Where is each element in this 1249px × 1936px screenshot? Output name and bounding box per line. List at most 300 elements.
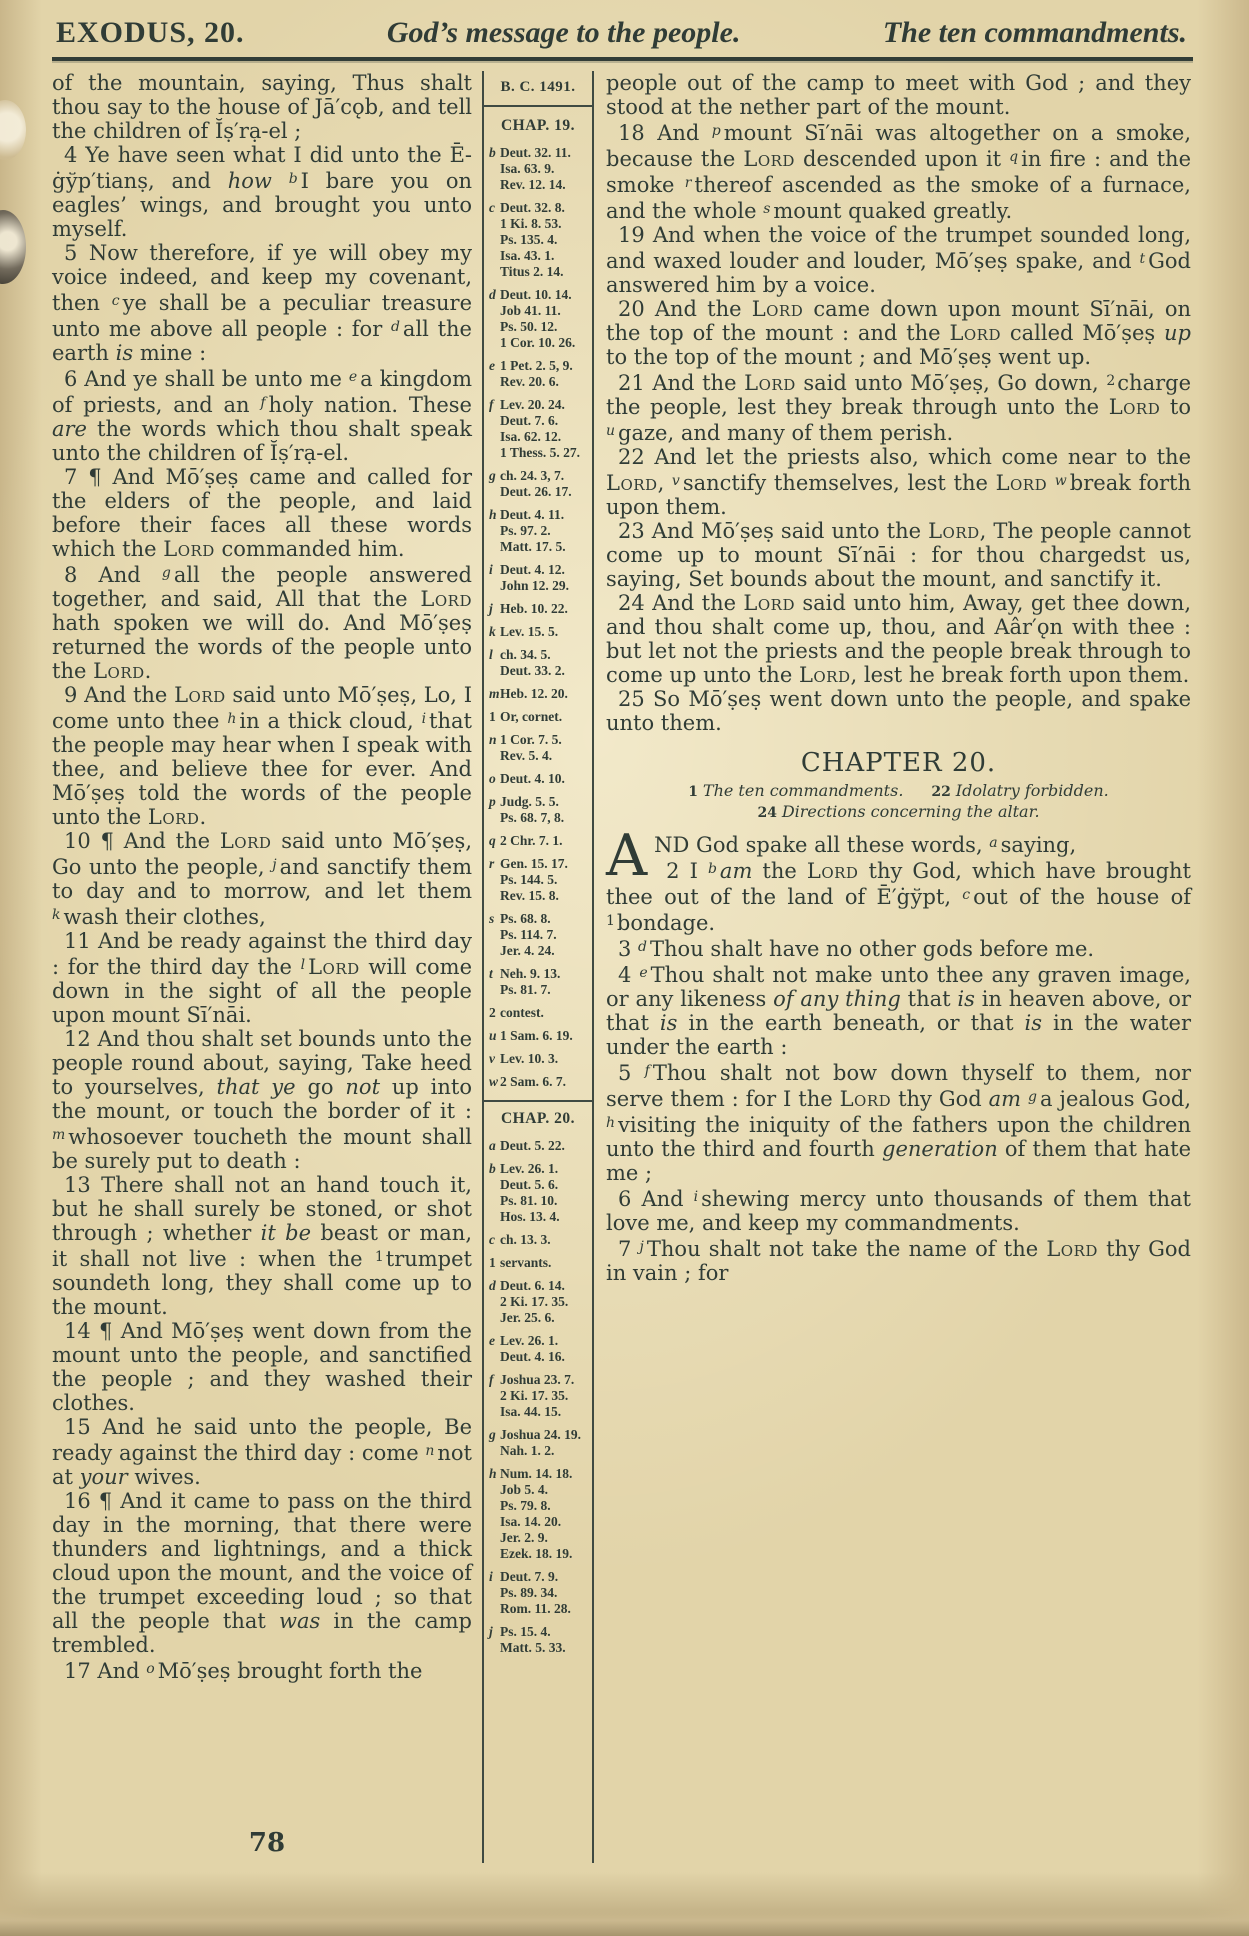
crossref-marker: c (111, 293, 120, 309)
ref-lines (500, 1051, 558, 1067)
ref-line: Titus 2. 14. (500, 264, 564, 279)
text-run: that (900, 987, 958, 1011)
text-run: will come down in the sight of all the people upon mount Sī′nāi. (52, 955, 472, 1027)
ref-line: 1 Sam. 6. 19. (500, 1028, 573, 1043)
crossref-marker: h (606, 1115, 616, 1131)
text-run: said unto him, Away, get thee down, and thou shalt come up, thou, and Aâr′ǫn with thee : but let not the priests and the people break through to come up unto the (606, 591, 1191, 687)
chap-label: CHAP. 20. (500, 1110, 576, 1127)
italic-text: is (957, 987, 975, 1011)
ref-line: Deut. 5. 22. (500, 1138, 565, 1153)
ref-entry (489, 1278, 587, 1326)
lord-smallcaps: Lord (1046, 1237, 1098, 1261)
crossref-marker: w (1054, 473, 1067, 489)
text-run: . (144, 659, 152, 683)
text-run: 2 I (666, 859, 708, 883)
text-run: said unto Mō′ṣeṣ, Go unto the people, (52, 829, 473, 879)
ref-line: 2 Sam. 6. 7. (500, 1074, 567, 1089)
text-run: whosoever toucheth the mount shall be surely put to death : (52, 1125, 472, 1173)
ref-lines (500, 1005, 544, 1021)
text-run: 10 ¶ And the (64, 829, 220, 853)
ref-line: Deut. 4. 16. (500, 1349, 565, 1364)
lord-smallcaps: Lord (949, 321, 1002, 345)
ref-lines (500, 1232, 551, 1248)
ref-line: Ps. 135. 4. (500, 232, 558, 247)
ref-line: Ps. 97. 2. (500, 523, 551, 538)
ref-entry (489, 397, 587, 461)
binding-artifact-icon (0, 100, 26, 160)
ref-lines (500, 1466, 572, 1562)
ref-line: Isa. 14. 20. (500, 1514, 562, 1529)
ref-entry (489, 1161, 587, 1225)
ref-lines (500, 507, 566, 555)
verse-paragraph (52, 241, 472, 365)
ref-line: Nah. 1. 2. (500, 1443, 555, 1458)
ref-entry (489, 1232, 587, 1248)
text-run: to (1160, 395, 1191, 419)
verse-paragraph (52, 1027, 472, 1173)
italic-text: The ten commandments. (702, 781, 904, 800)
verse-paragraph (52, 1173, 472, 1319)
ref-line: 1 Cor. 10. 26. (500, 335, 576, 350)
ref-line: Heb. 10. 22. (500, 601, 568, 616)
text-run: and sanctify them to day and to morrow, and let them (52, 855, 472, 903)
verse-paragraph (52, 829, 472, 929)
text-run (1021, 1087, 1028, 1111)
era-rule (484, 105, 592, 107)
lord-smallcaps: Lord (743, 147, 795, 171)
text-run: up into the mount, or touch the border of it : (52, 1075, 473, 1123)
chapter-heading: CHAPTER 20. (800, 748, 997, 778)
ref-marker: c (489, 200, 495, 215)
ref-marker: a (489, 1138, 496, 1153)
ref-marker: b (489, 1161, 496, 1176)
italic-text: of any thing (773, 987, 901, 1011)
ref-marker: n (489, 732, 497, 747)
verse-paragraph (52, 1415, 472, 1489)
ref-line: 1 Thess. 5. 27. (500, 445, 581, 460)
summary-line (606, 802, 1191, 823)
ref-lines (500, 911, 557, 959)
ref-line: Ps. 68. 8. (500, 911, 551, 926)
ref-line: Joshua 24. 19. (500, 1427, 582, 1442)
ref-marker: t (489, 966, 493, 981)
lord-smallcaps: Lord (798, 663, 851, 687)
header-right-summary: The ten commandments. (882, 16, 1187, 49)
text-run: break forth upon them. (606, 471, 1192, 519)
page-edge-shadow (0, 1910, 1249, 1936)
ref-entry (489, 1427, 587, 1459)
text-run: Mō′ṣeṣ brought forth the (157, 1659, 423, 1683)
ref-entry (489, 1051, 587, 1067)
ref-line: Deut. 5. 6. (500, 1177, 559, 1192)
text-run: 5 (618, 1061, 645, 1085)
ref-line: contest. (500, 1005, 544, 1020)
verse-paragraph (52, 1489, 472, 1657)
ref-marker: v (489, 1051, 495, 1066)
text-run: God answered him by a voice. (606, 249, 1191, 297)
ref-lines (500, 562, 569, 594)
italic-text: Directions concerning the altar. (781, 802, 1040, 821)
ref-line: Joshua 23. 7. (500, 1372, 575, 1387)
summary-number: 1 (688, 784, 703, 800)
crossref-marker: d (638, 939, 648, 955)
italic-text: how (227, 169, 289, 193)
text-run: 5 Now therefore, if ye will obey my voice indeed, and keep my covenant, then (52, 241, 472, 315)
ref-marker: l (489, 647, 493, 662)
ref-marker: j (489, 1624, 493, 1639)
ref-line: Rev. 15. 8. (500, 888, 559, 903)
verse-paragraph (52, 465, 472, 561)
text-run: ND God spake all these words, (654, 833, 990, 857)
text-run: Thou shalt not take the name of the (646, 1237, 1047, 1261)
lord-smallcaps: Lord (163, 537, 215, 561)
ref-entry (489, 287, 587, 351)
ref-marker: q (489, 833, 496, 848)
ref-marker: d (489, 287, 496, 302)
text-run: 14 ¶ And Mō′ṣeṣ went down from the mount unto the people, and sanctified the people ; and they washed their clothes. (52, 1319, 472, 1415)
italic-text: not (345, 1075, 381, 1099)
ref-line: 1 Cor. 7. 5. (500, 732, 562, 747)
crossref-marker: s (763, 201, 771, 217)
ref-entry (489, 647, 587, 679)
era-date-label: B. C. 1491. (500, 79, 576, 95)
chap-label: CHAP. 19. (500, 117, 576, 134)
text-run: all the people answered together, and said, All that the (52, 563, 472, 611)
ref-line: John 12. 29. (500, 578, 570, 593)
ref-lines (500, 287, 575, 351)
text-run: 6 And (618, 1187, 694, 1211)
lord-smallcaps: Lord (147, 805, 200, 829)
ref-entry (489, 1569, 587, 1617)
ref-line: Deut. 33. 2. (500, 663, 565, 678)
right-text-column (594, 71, 1191, 1863)
ref-entry (489, 562, 587, 594)
ref-entry (489, 1138, 587, 1154)
summary-number: 22 (931, 784, 956, 800)
note-number: 1 (374, 1249, 384, 1265)
crossref-column (482, 71, 594, 1863)
ref-entry (489, 1466, 587, 1562)
ref-lines (500, 1028, 573, 1044)
text-run: wash their clothes, (63, 905, 266, 929)
ref-entry (489, 686, 587, 702)
page-number: 78 (248, 1828, 286, 1858)
ref-line: Deut. 7. 6. (500, 413, 559, 428)
ref-line: Ps. 50. 12. (500, 319, 558, 334)
lord-smallcaps: Lord (1108, 395, 1161, 419)
text-run: the words which thou shalt speak unto the children of Ĭṣ′rạ-el. (52, 417, 472, 465)
ref-line: 2 Ki. 17. 35. (500, 1388, 569, 1403)
text-run: saying, (1000, 833, 1077, 857)
binding-artifact-icon (0, 210, 26, 284)
ref-line: 1 Ki. 8. 53. (500, 216, 562, 231)
ref-line: Isa. 44. 15. (500, 1404, 562, 1419)
crossref-marker: p (711, 123, 721, 139)
ref-line: 2 Ki. 17. 35. (500, 1294, 569, 1309)
italic-text: is (1024, 1011, 1042, 1035)
verse-paragraph (52, 561, 472, 683)
verse-paragraph (606, 519, 1191, 591)
ref-line: Rev. 20. 6. (500, 374, 559, 389)
lord-smallcaps: Lord (751, 297, 804, 321)
ref-entry (489, 833, 587, 849)
summary-number: 24 (757, 805, 782, 821)
text-run: in fire : and the smoke (606, 147, 1192, 197)
italic-text: is (659, 1011, 678, 1035)
ref-marker: r (489, 856, 495, 871)
crossref-marker: i (421, 711, 427, 727)
text-run: not at (52, 1441, 472, 1489)
ref-lines (500, 1161, 560, 1225)
ref-line: Gen. 15. 17. (500, 856, 568, 871)
text-run: visiting the iniquity of the fathers upon the children unto the third and fourth (606, 1113, 1191, 1161)
text-run: gaze, and many of them perish. (618, 421, 954, 445)
ref-line: Neh. 9. 13. (500, 966, 561, 981)
text-run: 17 And (64, 1659, 147, 1683)
text-run: people out of the camp to meet with God ; and they stood at the nether part of the mount. (606, 71, 1191, 119)
ref-marker: s (489, 911, 495, 926)
lord-smallcaps: Lord (174, 683, 226, 707)
ref-line: Deut. 6. 14. (500, 1278, 565, 1293)
verse-paragraph (606, 119, 1191, 223)
text-run: 4 (618, 963, 640, 987)
ref-entry (489, 624, 587, 640)
verse-paragraph (606, 1059, 1191, 1185)
ref-line: Lev. 26. 1. (500, 1161, 559, 1176)
ref-marker: b (489, 145, 496, 160)
lord-smallcaps: Lord (606, 471, 658, 495)
ref-entry (489, 732, 587, 764)
italic-text: it be (260, 1221, 312, 1245)
ref-line: Rev. 5. 4. (500, 748, 553, 763)
ref-entry (489, 1333, 587, 1365)
ref-line: Jer. 4. 24. (500, 943, 555, 958)
crossref-marker: i (693, 1189, 699, 1205)
text-run: of them that hate me ; (606, 1137, 1191, 1185)
ref-line: Rom. 11. 28. (500, 1601, 571, 1616)
text-run: 9 And the (64, 683, 175, 707)
ref-line: Lev. 26. 1. (500, 1333, 559, 1348)
ref-line: Matt. 5. 33. (500, 1640, 566, 1655)
ref-entry (489, 507, 587, 555)
ref-entry (489, 200, 587, 280)
ref-line: Deut. 26. 17. (500, 484, 572, 499)
crossref-marker: g (161, 565, 171, 581)
text-run: holy nation. These (268, 393, 472, 417)
text-run: came down upon mount Sī′nāi, on the top of the mount : and the (606, 297, 1191, 345)
running-header (56, 16, 1187, 50)
text-run: mount Sī′nāi was altogether on a smoke, because the (606, 121, 1191, 171)
crossref-marker: c (962, 887, 971, 903)
text-run: 19 And when the voice of the trumpet sounded long, and waxed louder and louder, Mō′ṣeṣ spake, and (606, 223, 1191, 273)
ref-marker: 1 (489, 709, 496, 724)
lord-smallcaps: Lord (744, 371, 796, 395)
text-run: . (199, 805, 207, 829)
ref-lines (500, 1427, 581, 1459)
ref-lines (500, 145, 571, 193)
ref-entry (489, 1372, 587, 1420)
text-run: I bare you on eagles’ wings, and brought you unto myself. (52, 169, 472, 241)
text-run: 3 (618, 937, 639, 961)
ref-lines (500, 1569, 571, 1617)
note-number: 2 (1106, 373, 1116, 389)
verse-paragraph (606, 223, 1191, 297)
ref-entry (489, 966, 587, 998)
verse-paragraph (606, 1235, 1191, 1285)
text-run: , lest he break forth upon them. (850, 663, 1190, 687)
ref-line: Lev. 10. 3. (500, 1051, 559, 1066)
text-run: trumpet soundeth long, they shall come up to the mount. (52, 1247, 472, 1319)
text-run: sanctify themselves, lest the (682, 471, 996, 495)
italic-text: is (115, 341, 134, 365)
text-run: mount quaked greatly. (773, 199, 1013, 223)
text-run: Thou shalt not bow down thyself to them, nor serve them : for I the (606, 1061, 1191, 1111)
ref-line: Heb. 12. 20. (500, 686, 568, 701)
ref-line: Isa. 63. 9. (500, 161, 555, 176)
text-run: in the camp trembled. (52, 1609, 472, 1657)
ref-line: 2 Chr. 7. 1. (500, 833, 563, 848)
ref-entry (489, 1074, 587, 1090)
ref-line: Isa. 62. 12. (500, 429, 562, 444)
ref-marker: d (489, 1278, 496, 1293)
ref-marker: w (489, 1074, 499, 1089)
ref-line: Deut. 7. 9. (500, 1569, 559, 1584)
text-run: out of the house of (973, 885, 1191, 909)
ref-marker: p (489, 794, 496, 809)
text-run: 25 So Mō′ṣeṣ went down unto the people, and spake unto them. (606, 687, 1191, 735)
ref-line: Ezek. 18. 19. (500, 1546, 573, 1561)
ref-line: ch. 34. 5. (500, 647, 551, 662)
ref-line: Lev. 20. 24. (500, 397, 565, 412)
text-run: 22 And let the priests also, which come near to the (618, 445, 1191, 469)
verse-paragraph (606, 857, 1191, 935)
verse-paragraph (52, 71, 472, 143)
ref-line: Ps. 15. 4. (500, 1624, 551, 1639)
crossref-marker: r (684, 175, 692, 191)
text-run: 4 Ye have seen what I did unto the Ē-ġўp′tianṣ, and (52, 143, 472, 193)
ref-entry (489, 145, 587, 193)
text-run (1047, 471, 1055, 495)
verse-paragraph (52, 1319, 472, 1415)
ref-entry (489, 911, 587, 959)
ref-entry (489, 468, 587, 500)
crossref-marker: k (52, 907, 61, 923)
text-run: descended upon it (794, 147, 1010, 171)
verse-paragraph (606, 961, 1191, 1059)
lord-smallcaps: Lord (219, 829, 272, 853)
verse-paragraph (606, 71, 1191, 119)
verse-paragraph (606, 297, 1191, 369)
ref-marker: h (489, 1466, 497, 1481)
ref-lines (500, 1255, 551, 1271)
crossref-marker: e (639, 965, 648, 981)
summary-line (606, 781, 1191, 802)
ref-lines (500, 647, 565, 679)
lord-smallcaps: Lord (928, 519, 980, 543)
ref-line: Ps. 144. 5. (500, 872, 558, 887)
text-run: ye shall be a peculiar treasure unto me above all people : for (52, 291, 473, 341)
ref-marker: o (489, 771, 496, 786)
italic-text: Idolatry forbidden. (955, 781, 1109, 800)
ref-marker: j (489, 601, 493, 616)
ref-lines (500, 794, 564, 826)
text-run: in a thick cloud, (239, 709, 422, 733)
ref-line: Deut. 32. 8. (500, 200, 565, 215)
verse-paragraph (606, 687, 1191, 735)
ref-entry (489, 1005, 587, 1021)
ref-lines (500, 468, 572, 500)
ref-lines (500, 686, 568, 702)
text-run: 8 And (64, 563, 162, 587)
text-run: in the earth beneath, or that (677, 1011, 1025, 1035)
text-run: shewing mercy unto thousands of them that love me, and keep my commandments. (606, 1187, 1191, 1235)
verse-paragraph (52, 365, 472, 465)
ref-line: Lev. 15. 5. (500, 624, 559, 639)
drop-cap: A (606, 823, 648, 889)
ref-marker: 2 (489, 1005, 496, 1020)
ref-line: Deut. 32. 11. (500, 145, 571, 160)
ref-line: Isa. 43. 1. (500, 248, 555, 263)
verse-paragraph (606, 445, 1191, 519)
ref-marker: k (489, 624, 496, 639)
ref-line: Deut. 4. 10. (500, 771, 565, 786)
book-chapter-title: EXODUS, 20. (56, 16, 245, 49)
verse-paragraph (52, 143, 472, 241)
note-number: 1 (606, 913, 615, 929)
text-run: thy God in vain ; for (606, 1237, 1191, 1285)
crossref-marker: b (288, 171, 298, 187)
italic-text: am (719, 859, 753, 883)
crossref-marker: b (707, 861, 717, 877)
ref-line: Jer. 2. 9. (500, 1530, 548, 1545)
italic-text: your (79, 1465, 128, 1489)
text-run: a jealous God, (1039, 1087, 1192, 1111)
ref-marker: 1 (489, 1255, 496, 1270)
left-text-column (52, 71, 482, 1863)
ref-marker: u (489, 1028, 497, 1043)
header-rule (52, 57, 1193, 61)
text-run: mine : (133, 341, 207, 365)
ref-lines (500, 833, 563, 849)
italic-text: are (52, 417, 87, 441)
ref-line: Job 41. 11. (500, 303, 561, 318)
verse-paragraph (606, 1185, 1191, 1235)
ref-line: Job 5. 4. (500, 1482, 549, 1497)
text-run: 7 (618, 1237, 640, 1261)
text-run: 7 ¶ And Mō′ṣeṣ came and called for the elders of the people, and laid before their faces all these words which the (52, 465, 472, 561)
text-run: said unto Mō′ṣeṣ, Lo, I come unto thee (52, 683, 473, 733)
text-run: 18 And (618, 121, 712, 145)
crossref-marker: l (300, 957, 306, 973)
chapter-summary (606, 781, 1191, 823)
ref-lines (500, 601, 568, 617)
lord-smallcaps: Lord (839, 1087, 892, 1111)
text-run: 15 And he said unto the people, Be ready against the third day : come (52, 1415, 472, 1465)
ref-lines (500, 1624, 566, 1656)
ref-lines (500, 771, 565, 787)
crossref-marker: f (260, 395, 266, 411)
ref-marker: f (489, 397, 494, 412)
ref-marker: g (489, 468, 496, 483)
text-run: , The people cannot come up to mount Sī′nāi : for thou chargedst us, saying, Set bounds about the mount, and sanctify it. (606, 519, 1191, 591)
text-run: Thou shalt not make unto thee any graven image, or any likeness (606, 963, 1191, 1011)
ref-lines (500, 1278, 568, 1326)
page-columns (52, 71, 1191, 1863)
text-run: in the water under the earth : (606, 1011, 1191, 1059)
ref-line: Matt. 17. 5. (500, 539, 566, 554)
text-run: 6 And ye shall be unto me (64, 367, 349, 391)
text-run: thy God (891, 1087, 989, 1111)
